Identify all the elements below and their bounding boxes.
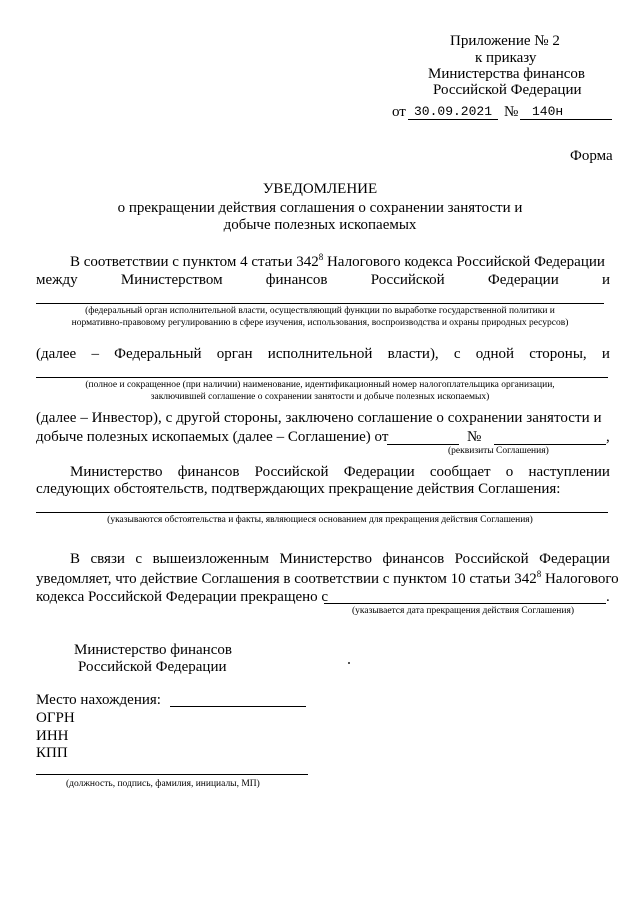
word: –: [91, 346, 99, 362]
word: сообщает: [429, 464, 491, 480]
location-line: [170, 706, 306, 707]
para3-line-end: .: [606, 589, 610, 605]
inn-label: ИНН: [36, 728, 69, 744]
document-subtitle-1: о прекращении действия соглашения о сохранении занятости и: [117, 200, 523, 216]
form-label: Форма: [570, 148, 613, 164]
word: Министерство: [70, 464, 163, 480]
word: и: [601, 346, 610, 362]
stray-dot: [348, 662, 350, 664]
word: орган: [216, 346, 253, 362]
word: одной: [475, 346, 515, 362]
para3-line-1: [70, 550, 610, 568]
appendix-line-4: Российской Федерации: [433, 82, 582, 98]
word: Министерством: [120, 272, 223, 288]
fill-line-federal-body: [36, 303, 604, 304]
fill-line-circumstances: [36, 512, 608, 513]
order-number: 140н: [532, 104, 564, 119]
word: связи: [90, 551, 125, 567]
word: финансов: [265, 272, 328, 288]
signatory-org-1: Министерство финансов: [74, 642, 232, 658]
order-from-label: от: [392, 104, 406, 120]
word: Министерство: [279, 551, 372, 567]
word: между: [36, 272, 78, 288]
signatory-org-2: Российской Федерации: [78, 659, 227, 675]
word: исполнительной: [267, 346, 373, 362]
word: Федерации: [539, 551, 610, 567]
ogrn-label: ОГРН: [36, 710, 75, 726]
para3-line-3: кодекса Российской Федерации прекращено с: [36, 589, 329, 605]
para3-sup: 8: [536, 569, 542, 579]
word: Российской: [370, 272, 445, 288]
word: Федерации: [487, 272, 559, 288]
word: Федерации: [343, 464, 415, 480]
document-title: УВЕДОМЛЕНИЕ: [262, 181, 378, 197]
para1-line-2: [36, 271, 610, 289]
word: финансов: [382, 551, 445, 567]
note-investor-2: заключившей соглашение о сохранении занятости и добыче полезных ископаемых): [150, 392, 490, 402]
note-circumstances: (указываются обстоятельства и факты, являющиеся основанием для прекращения действия Соглашения): [107, 515, 533, 525]
note-federal-body-1: (федеральный орган исполнительной власти, осуществляющий функции по выработке государственной политики и: [85, 306, 555, 316]
kpp-label: КПП: [36, 745, 68, 761]
note-federal-body-2: нормативно-правовому регулированию в сфере изучения, использования, воспроизводства и охраны природных ресурсов): [71, 318, 569, 328]
para1-line-3: [36, 345, 610, 363]
para1-sup: 8: [318, 252, 324, 262]
para3-line-2-b: Налогового: [541, 571, 619, 587]
order-date-line: [408, 119, 498, 120]
para3-line-2: [36, 570, 619, 588]
order-number-label: №: [504, 104, 519, 120]
word: Российской: [454, 551, 529, 567]
agreement-date-line: [387, 444, 459, 445]
appendix-line-3: Министерства финансов: [428, 66, 585, 82]
order-number-line: [520, 119, 612, 120]
document-subtitle-2: добыче полезных ископаемых: [223, 217, 417, 233]
word: и: [601, 272, 610, 288]
word: о: [505, 464, 514, 480]
word: финансов: [177, 464, 240, 480]
para1-line-1-b: Налогового кодекса Российской Федерации: [323, 254, 605, 270]
word: стороны,: [529, 346, 587, 362]
word: вышеизложенным: [152, 551, 269, 567]
note-agreement-details: (реквизиты Соглашения): [448, 446, 549, 456]
termination-date-line: [324, 603, 606, 604]
para1-line-5: добыче полезных ископаемых (далее – Соглашение) от: [36, 429, 389, 445]
para3-line-2-a: уведомляет, что действие Соглашения в соответствии с пунктом 10 статьи 342: [36, 571, 537, 587]
word: с: [453, 346, 461, 362]
para1-line-4: (далее – Инвестор), с другой стороны, заключено соглашение о сохранении занятости и: [36, 410, 602, 426]
appendix-line-1: Приложение № 2: [450, 33, 560, 49]
para1-line-1-a: В соответствии с пунктом 4 статьи 342: [70, 254, 319, 270]
agreement-line-end: ,: [606, 429, 610, 445]
note-investor-1: (полное и сокращенное (при наличии) наименование, идентификационный номер налогоплательщика организации,: [85, 380, 555, 390]
para2-line-2: следующих обстоятельств, подтверждающих прекращение действия Соглашения:: [36, 481, 561, 497]
word: власти),: [387, 346, 439, 362]
location-label: Место нахождения:: [36, 692, 161, 708]
para2-line-1: [70, 463, 610, 481]
word: Российской: [254, 464, 329, 480]
appendix-line-2: к приказу: [475, 50, 537, 66]
agreement-number-label: №: [467, 429, 482, 445]
word: Федеральный: [114, 346, 202, 362]
note-termination-date: (указывается дата прекращения действия Соглашения): [352, 606, 575, 616]
signature-line: [36, 774, 308, 775]
word: (далее: [36, 346, 77, 362]
order-date: 30.09.2021: [414, 104, 493, 119]
word: наступлении: [528, 464, 610, 480]
agreement-number-line: [494, 444, 606, 445]
para1-line-1: [70, 253, 605, 271]
fill-line-investor: [36, 377, 608, 378]
word: с: [135, 551, 143, 567]
word: В: [70, 551, 81, 567]
note-signature: (должность, подпись, фамилия, инициалы, МП): [66, 779, 260, 789]
